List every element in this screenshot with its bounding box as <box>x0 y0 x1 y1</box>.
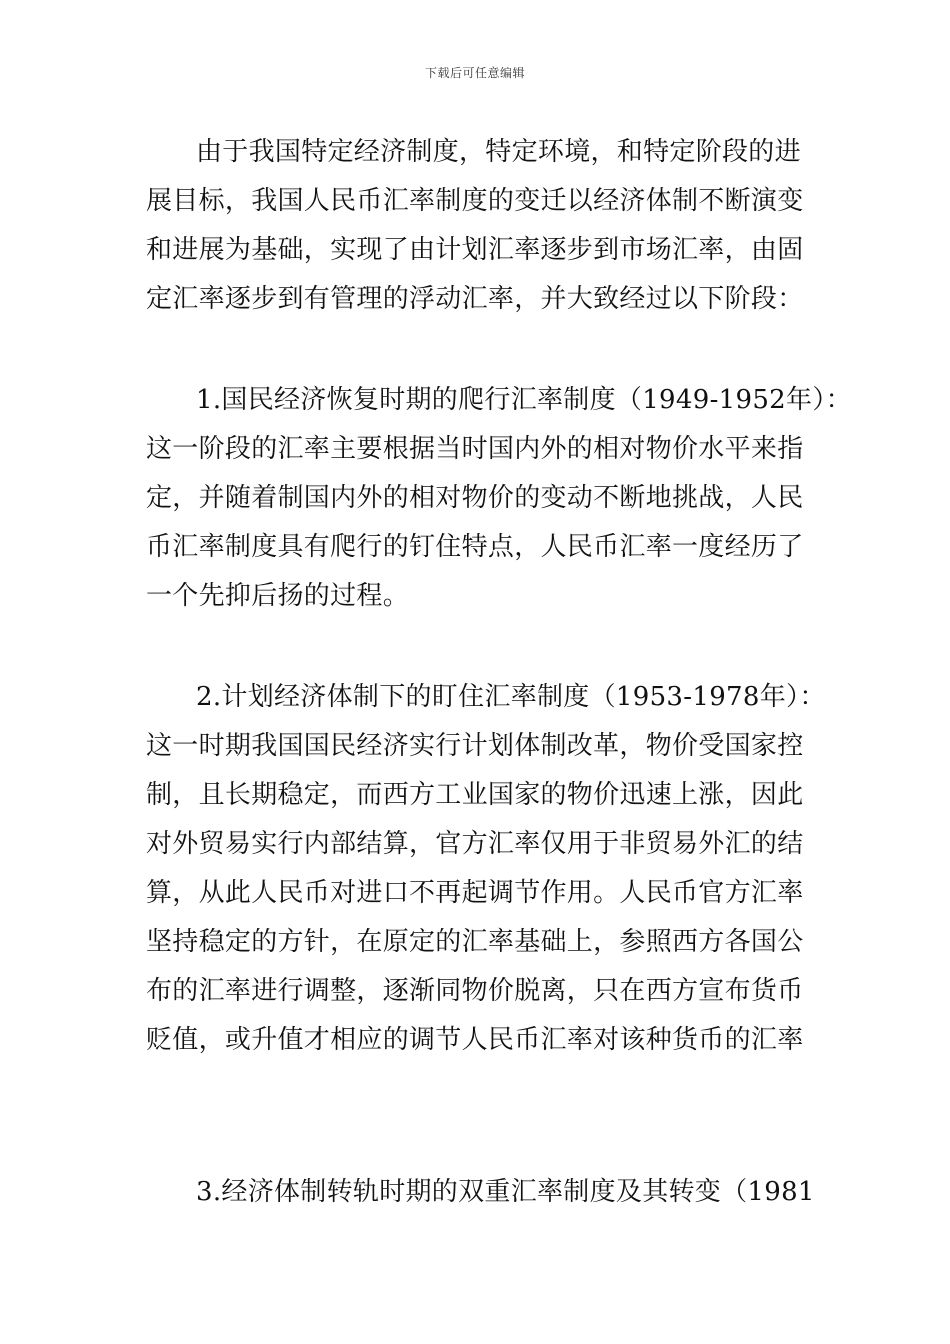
text-line: 3.经济体制转轨时期的双重汇率制度及其转变（1981 <box>196 1177 815 1207</box>
text-line: 定，并随着制国内外的相对物价的变动不断地挑战，人民 <box>146 483 804 513</box>
page-header: 下载后可任意编辑 <box>424 66 525 80</box>
text-line: 定汇率逐步到有管理的浮动汇率，并大致经过以下阶段： <box>146 284 804 314</box>
text-line: 展目标，我国人民币汇率制度的变迁以经济体制不断演变 <box>146 186 804 216</box>
text-line: 这一时期我国国民经济实行计划体制改革，物价受国家控 <box>146 731 804 761</box>
text-line: 和进展为基础，实现了由计划汇率逐步到市场汇率，由固 <box>146 235 804 265</box>
text-line: 坚持稳定的方针，在原定的汇率基础上，参照西方各国公 <box>146 927 804 957</box>
text-line: 布的汇率进行调整，逐渐同物价脱离，只在西方宣布货币 <box>146 976 804 1006</box>
text-line: 一个先抑后扬的过程。 <box>146 581 410 611</box>
text-line: 1.国民经济恢复时期的爬行汇率制度（1949-1952年）： <box>196 385 852 415</box>
text-line: 贬值，或升值才相应的调节人民币汇率对该种货币的汇率 <box>146 1025 804 1055</box>
text-line: 由于我国特定经济制度，特定环境，和特定阶段的进 <box>196 137 801 167</box>
text-line: 2.计划经济体制下的盯住汇率制度（1953-1978年）： <box>196 682 826 712</box>
text-line: 对外贸易实行内部结算，官方汇率仅用于非贸易外汇的结 <box>146 829 804 859</box>
text-line: 算，从此人民币对进口不再起调节作用。人民币官方汇率 <box>146 878 804 908</box>
text-line: 这一阶段的汇率主要根据当时国内外的相对物价水平来指 <box>146 434 804 464</box>
text-line: 制，且长期稳定，而西方工业国家的物价迅速上涨，因此 <box>146 780 804 810</box>
text-line: 币汇率制度具有爬行的钉住特点，人民币汇率一度经历了 <box>146 532 804 562</box>
